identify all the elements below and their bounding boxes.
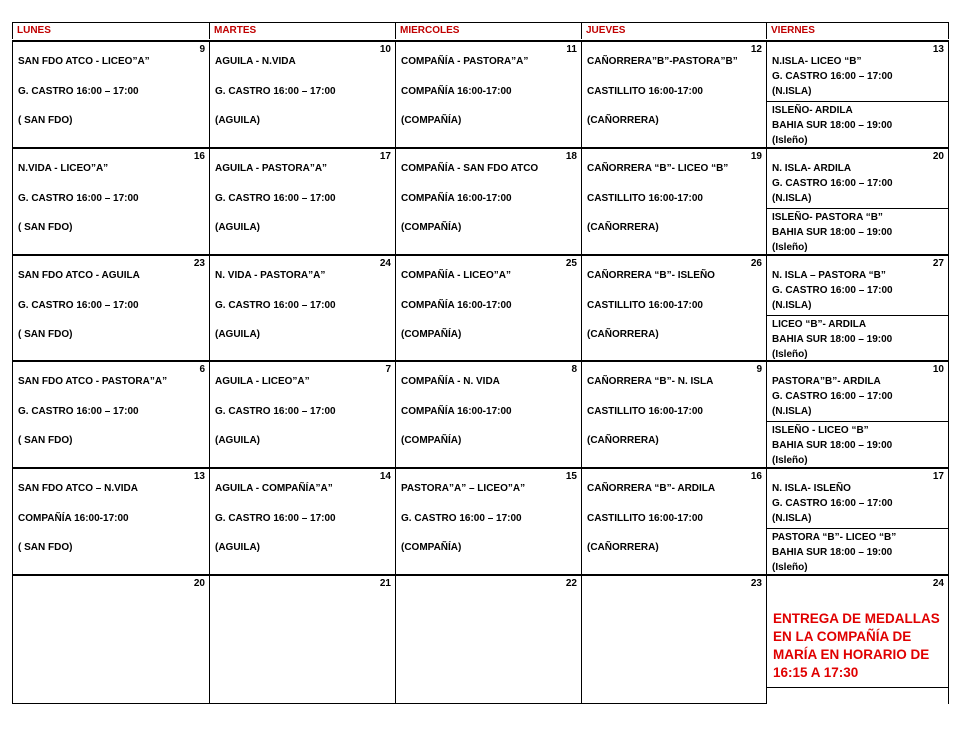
- day-cell: [581, 360, 766, 467]
- day-number: 7: [385, 364, 391, 375]
- match-line-first: G. CASTRO 16:00 – 17:00: [772, 498, 893, 509]
- match-host: (CAÑORRERA): [587, 542, 659, 553]
- header-martes: [209, 22, 395, 39]
- match-venue-time: G. CASTRO 16:00 – 17:00: [215, 86, 336, 97]
- day-number: 24: [932, 578, 944, 589]
- match-venue-time: CASTILLITO 16:00-17:00: [587, 513, 703, 524]
- day-cell: [12, 360, 209, 467]
- match-host: ( SAN FDO): [18, 542, 73, 553]
- day-number: 20: [193, 578, 205, 589]
- day-number: 16: [750, 471, 762, 482]
- match-line-second: ISLEÑO - LICEO “B”: [772, 425, 869, 436]
- match-host: (CAÑORRERA): [587, 222, 659, 233]
- cell-divider: [767, 687, 948, 688]
- day-cell: [581, 254, 766, 360]
- match-venue-time: G. CASTRO 16:00 – 17:00: [18, 86, 139, 97]
- match-line-first: G. CASTRO 16:00 – 17:00: [772, 285, 893, 296]
- cell-divider: [767, 528, 948, 529]
- day-cell: [209, 254, 395, 360]
- match-host: (CAÑORRERA): [587, 329, 659, 340]
- match-line-second: (Isleño): [772, 562, 808, 573]
- match-venue-time: G. CASTRO 16:00 – 17:00: [401, 513, 522, 524]
- match-venue-time: CASTILLITO 16:00-17:00: [587, 86, 703, 97]
- day-number: 11: [566, 44, 577, 55]
- day-cell: [12, 147, 209, 254]
- day-number: 26: [750, 258, 762, 269]
- day-number: 9: [756, 364, 762, 375]
- day-number: 14: [379, 471, 391, 482]
- match-host: (COMPAÑÍA): [401, 329, 462, 340]
- match-line-second: (Isleño): [772, 455, 808, 466]
- day-number: 18: [565, 151, 577, 162]
- match-host: (COMPAÑÍA): [401, 542, 462, 553]
- match-venue-time: COMPAÑÍA 16:00-17:00: [401, 406, 512, 417]
- match-host: ( SAN FDO): [18, 329, 73, 340]
- day-cell: [209, 467, 395, 574]
- match-line-second: BAHIA SUR 18:00 – 19:00: [772, 227, 893, 238]
- day-number: 6: [199, 364, 205, 375]
- day-number: 15: [565, 471, 577, 482]
- match-venue-time: CASTILLITO 16:00-17:00: [587, 300, 703, 311]
- day-number: 17: [379, 151, 391, 162]
- match-teams: AGUILA - N.VIDA: [215, 56, 296, 67]
- day-cell: [12, 254, 209, 360]
- friday-cell: [766, 467, 949, 574]
- cell-divider: [767, 208, 948, 209]
- match-line-first: G. CASTRO 16:00 – 17:00: [772, 71, 893, 82]
- day-cell: [581, 40, 766, 147]
- day-number: 12: [750, 44, 762, 55]
- match-host: (COMPAÑÍA): [401, 435, 462, 446]
- match-line-first: (N.ISLA): [772, 86, 812, 97]
- match-host: (CAÑORRERA): [587, 115, 659, 126]
- match-venue-time: G. CASTRO 16:00 – 17:00: [215, 513, 336, 524]
- cell-divider: [767, 421, 948, 422]
- day-cell: [395, 467, 581, 574]
- day-number: 24: [379, 258, 391, 269]
- match-teams: PASTORA”A” – LICEO”A”: [401, 483, 526, 494]
- match-line-first: (N.ISLA): [772, 406, 812, 417]
- match-host: (COMPAÑÍA): [401, 222, 462, 233]
- day-number: 9: [199, 44, 205, 55]
- match-line-first: (N.ISLA): [772, 193, 812, 204]
- match-teams: CAÑORRERA “B”- LICEO “B”: [587, 163, 729, 174]
- day-cell: [209, 574, 395, 704]
- day-number: 17: [932, 471, 944, 482]
- match-venue-time: CASTILLITO 16:00-17:00: [587, 406, 703, 417]
- header-miercoles: [395, 22, 581, 39]
- match-host: ( SAN FDO): [18, 435, 73, 446]
- match-line-second: BAHIA SUR 18:00 – 19:00: [772, 440, 893, 451]
- match-line-second: BAHIA SUR 18:00 – 19:00: [772, 120, 893, 131]
- match-line-second: ISLEÑO- PASTORA “B”: [772, 212, 883, 223]
- medal-notice: ENTREGA DE MEDALLAS EN LA COMPAÑÍA DE MARÍA EN HORARIO DE 16:15 A 17:30: [773, 611, 940, 680]
- match-teams: COMPAÑÍA - PASTORA”A”: [401, 56, 529, 67]
- day-number: 22: [565, 578, 577, 589]
- match-teams: CAÑORRERA”B”-PASTORA”B”: [587, 56, 738, 67]
- day-cell-notice: [766, 574, 949, 704]
- match-host: (AGUILA): [215, 329, 260, 340]
- match-venue-time: COMPAÑÍA 16:00-17:00: [401, 193, 512, 204]
- day-number: 25: [565, 258, 577, 269]
- match-teams: N.VIDA - LICEO”A”: [18, 163, 109, 174]
- match-teams: AGUILA - LICEO”A”: [215, 376, 310, 387]
- header-lunes: [12, 22, 209, 39]
- day-cell: [395, 360, 581, 467]
- day-number: 8: [571, 364, 577, 375]
- match-host: (AGUILA): [215, 115, 260, 126]
- day-number: 10: [932, 364, 944, 375]
- match-teams: SAN FDO ATCO - AGUILA: [18, 270, 140, 281]
- cell-divider: [767, 101, 948, 102]
- day-number: 10: [379, 44, 391, 55]
- match-venue-time: COMPAÑÍA 16:00-17:00: [18, 513, 129, 524]
- match-line-second: ISLEÑO- ARDILA: [772, 105, 853, 116]
- match-host: (CAÑORRERA): [587, 435, 659, 446]
- match-venue-time: G. CASTRO 16:00 – 17:00: [18, 193, 139, 204]
- match-teams: COMPAÑÍA - LICEO”A”: [401, 270, 511, 281]
- match-venue-time: G. CASTRO 16:00 – 17:00: [215, 300, 336, 311]
- day-cell: [209, 147, 395, 254]
- match-line-second: BAHIA SUR 18:00 – 19:00: [772, 334, 893, 345]
- match-venue-time: G. CASTRO 16:00 – 17:00: [18, 406, 139, 417]
- day-cell: [395, 254, 581, 360]
- day-number: 23: [750, 578, 762, 589]
- match-line-second: PASTORA “B”- LICEO “B”: [772, 532, 897, 543]
- day-label: VIERNES: [771, 25, 815, 36]
- day-cell: [209, 40, 395, 147]
- match-host: (AGUILA): [215, 435, 260, 446]
- match-line-first: G. CASTRO 16:00 – 17:00: [772, 391, 893, 402]
- match-line-first: N. ISLA- ISLEÑO: [772, 483, 851, 494]
- match-line-second: (Isleño): [772, 135, 808, 146]
- match-line-first: PASTORA”B”- ARDILA: [772, 376, 881, 387]
- match-host: (COMPAÑÍA): [401, 115, 462, 126]
- cell-divider: [767, 315, 948, 316]
- day-cell: [395, 147, 581, 254]
- match-line-first: N.ISLA- LICEO “B”: [772, 56, 862, 67]
- match-teams: SAN FDO ATCO - LICEO”A”: [18, 56, 150, 67]
- match-line-second: LICEO “B”- ARDILA: [772, 319, 867, 330]
- match-teams: COMPAÑÍA - SAN FDO ATCO: [401, 163, 539, 174]
- day-number: 13: [932, 44, 944, 55]
- day-number: 13: [193, 471, 205, 482]
- match-teams: AGUILA - COMPAÑÍA”A”: [215, 483, 333, 494]
- day-label: JUEVES: [586, 25, 626, 36]
- match-line-first: (N.ISLA): [772, 513, 812, 524]
- match-teams: CAÑORRERA “B”- ARDILA: [587, 483, 716, 494]
- match-teams: CAÑORRERA “B”- N. ISLA: [587, 376, 714, 387]
- day-cell: [209, 360, 395, 467]
- match-host: (AGUILA): [215, 542, 260, 553]
- match-teams: COMPAÑÍA - N. VIDA: [401, 376, 500, 387]
- match-teams: SAN FDO ATCO – N.VIDA: [18, 483, 139, 494]
- calendar-table: [12, 22, 949, 704]
- friday-cell: [766, 254, 949, 360]
- header-viernes: [766, 22, 949, 39]
- day-cell: [12, 40, 209, 147]
- match-line-second: BAHIA SUR 18:00 – 19:00: [772, 547, 893, 558]
- day-number: 20: [932, 151, 944, 162]
- day-cell: [581, 467, 766, 574]
- match-line-first: N. ISLA – PASTORA “B”: [772, 270, 886, 281]
- friday-cell: [766, 40, 949, 147]
- day-cell: [12, 467, 209, 574]
- day-label: MARTES: [214, 25, 257, 36]
- day-number: 21: [379, 578, 391, 589]
- match-teams: CAÑORRERA “B”- ISLEÑO: [587, 270, 715, 281]
- day-label: LUNES: [17, 25, 51, 36]
- match-venue-time: CASTILLITO 16:00-17:00: [587, 193, 703, 204]
- day-number: 27: [932, 258, 944, 269]
- match-line-first: N. ISLA- ARDILA: [772, 163, 852, 174]
- match-teams: SAN FDO ATCO - PASTORA”A”: [18, 376, 168, 387]
- match-teams: AGUILA - PASTORA”A”: [215, 163, 328, 174]
- match-line-second: (Isleño): [772, 349, 808, 360]
- day-number: 23: [193, 258, 205, 269]
- day-cell: [581, 147, 766, 254]
- match-line-first: G. CASTRO 16:00 – 17:00: [772, 178, 893, 189]
- day-cell: [395, 40, 581, 147]
- day-number: 19: [750, 151, 762, 162]
- day-number: 16: [193, 151, 205, 162]
- match-host: (AGUILA): [215, 222, 260, 233]
- match-host: ( SAN FDO): [18, 222, 73, 233]
- day-cell: [581, 574, 766, 704]
- match-venue-time: COMPAÑÍA 16:00-17:00: [401, 300, 512, 311]
- match-venue-time: G. CASTRO 16:00 – 17:00: [215, 406, 336, 417]
- match-venue-time: G. CASTRO 16:00 – 17:00: [18, 300, 139, 311]
- match-teams: N. VIDA - PASTORA”A”: [215, 270, 326, 281]
- match-host: ( SAN FDO): [18, 115, 73, 126]
- day-cell: [395, 574, 581, 704]
- match-line-second: (Isleño): [772, 242, 808, 253]
- friday-cell: [766, 360, 949, 467]
- day-label: MIERCOLES: [400, 25, 460, 36]
- match-venue-time: G. CASTRO 16:00 – 17:00: [215, 193, 336, 204]
- friday-cell: [766, 147, 949, 254]
- match-line-first: (N.ISLA): [772, 300, 812, 311]
- day-cell: [12, 574, 209, 704]
- match-venue-time: COMPAÑÍA 16:00-17:00: [401, 86, 512, 97]
- header-jueves: [581, 22, 766, 39]
